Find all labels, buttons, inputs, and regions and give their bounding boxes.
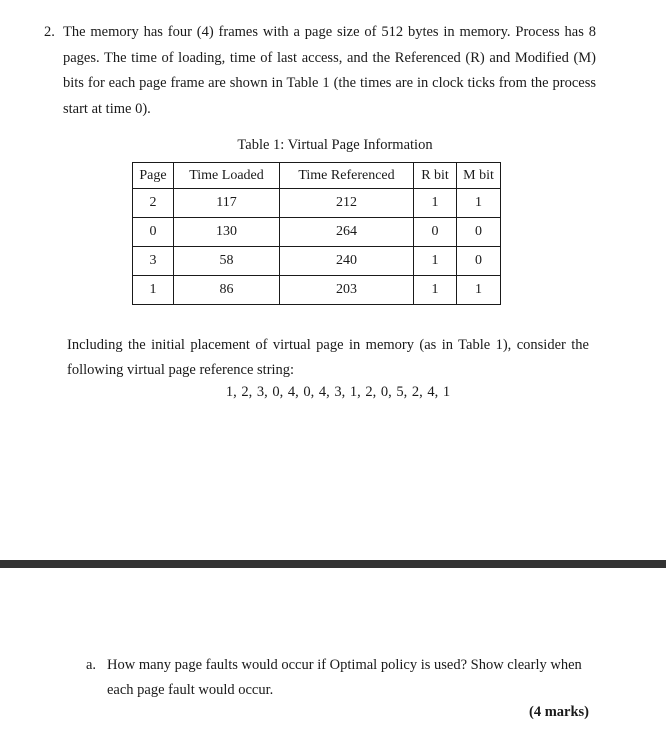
cell-time-loaded: 130	[174, 218, 280, 247]
cell-time-loaded: 86	[174, 276, 280, 305]
page-break-divider	[0, 560, 666, 568]
cell-time-referenced: 203	[280, 276, 414, 305]
header-time-referenced: Time Referenced	[280, 163, 414, 189]
table-row	[133, 218, 501, 247]
cell-r-bit: 0	[414, 218, 457, 247]
cell-r-bit: 1	[414, 189, 457, 218]
sub-question-text: How many page faults would occur if Optimal policy is used? Show clearly when each page fault would occur.	[107, 657, 582, 698]
table-caption-text: Table 1: Virtual Page Information	[237, 137, 433, 153]
table-row	[133, 276, 501, 305]
cell-page: 3	[133, 247, 174, 276]
marks-label: (4 marks)	[528, 704, 589, 720]
instruction-text: Including the initial placement of virtual page in memory (as in Table 1), consider the following virtual page reference string:	[67, 337, 589, 378]
cell-time-loaded: 58	[174, 247, 280, 276]
virtual-page-table	[132, 162, 501, 305]
cell-page: 2	[133, 189, 174, 218]
table-row	[133, 189, 501, 218]
reference-string	[0, 384, 666, 401]
table-row	[133, 247, 501, 276]
table-caption	[0, 137, 666, 154]
cell-time-loaded: 117	[174, 189, 280, 218]
cell-r-bit: 1	[414, 276, 457, 305]
header-page: Page	[133, 163, 174, 189]
reference-string-text: 1, 2, 3, 0, 4, 0, 4, 3, 1, 2, 0, 5, 2, 4, 1	[225, 384, 451, 400]
cell-page: 0	[133, 218, 174, 247]
sub-question-letter: a.	[86, 657, 97, 673]
table-header-row	[133, 163, 501, 189]
question-number: 2.	[44, 24, 55, 40]
instruction-block	[67, 333, 589, 383]
cell-m-bit: 0	[457, 218, 501, 247]
cell-time-referenced: 264	[280, 218, 414, 247]
cell-m-bit: 0	[457, 247, 501, 276]
cell-page: 1	[133, 276, 174, 305]
sub-question-a	[86, 653, 589, 703]
cell-r-bit: 1	[414, 247, 457, 276]
cell-m-bit: 1	[457, 189, 501, 218]
header-m-bit: M bit	[457, 163, 501, 189]
question-block	[44, 20, 596, 122]
header-time-loaded: Time Loaded	[174, 163, 280, 189]
cell-time-referenced: 212	[280, 189, 414, 218]
header-r-bit: R bit	[414, 163, 457, 189]
cell-time-referenced: 240	[280, 247, 414, 276]
question-text: The memory has four (4) frames with a page size of 512 bytes in memory. Process has 8 pages. The time of loading, time of last access, and the Referenced (R) and Modified (M) bits for each page frame are shown in Table 1 (the times are in clock ticks from the process start at time 0).	[63, 24, 596, 117]
cell-m-bit: 1	[457, 276, 501, 305]
